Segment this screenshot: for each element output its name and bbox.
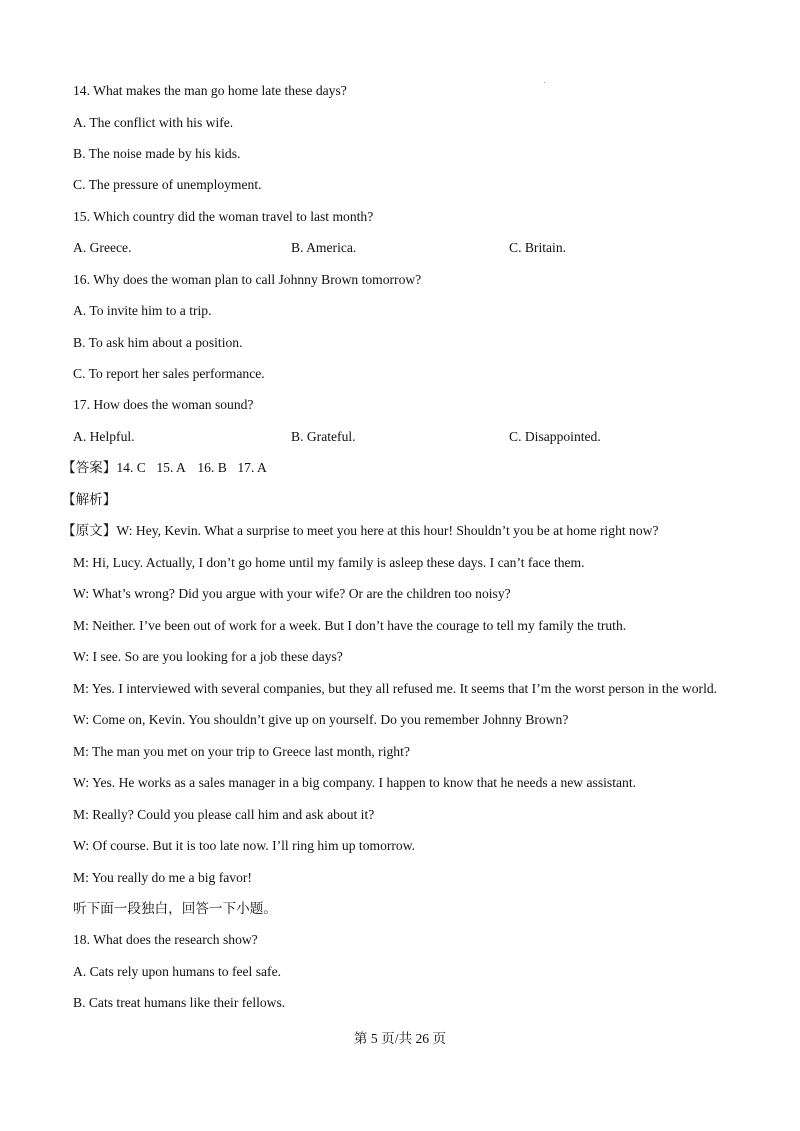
q17-option-b: B. Grateful. [291,429,356,444]
answer-label: 【答案】 [62,460,117,475]
q16-option-b: B. To ask him about a position. [73,335,243,350]
answer-15: 15. A [156,460,186,475]
answer-14: 14. C [116,460,146,475]
transcript-line: M: The man you met on your trip to Greece last month, right? [73,744,410,759]
q14-option-c: C. The pressure of unemployment. [73,177,262,192]
answer-17: 17. A [237,460,267,475]
answer-16: 16. B [197,460,227,475]
q17-option-a: A. Helpful. [73,429,135,444]
q17-option-c: C. Disappointed. [509,429,601,444]
question-15-stem: 15. Which country did the woman travel to last month? [73,209,374,224]
question-18-stem: 18. What does the research show? [73,932,258,947]
scan-speck [544,82,545,83]
transcript-line: W: I see. So are you looking for a job these days? [73,649,343,664]
q18-option-b: B. Cats treat humans like their fellows. [73,995,286,1010]
transcript-line: M: Neither. I’ve been out of work for a week. But I don’t have the courage to tell my family the truth. [73,618,627,633]
transcript-line: W: Yes. He works as a sales manager in a big company. I happen to know that he needs a new assistant. [73,775,636,790]
transcript-line: M: Hi, Lucy. Actually, I don’t go home until my family is asleep these days. I can’t face them. [73,555,585,570]
answer-key [62,459,267,477]
transcript-line: M: You really do me a big favor! [73,870,252,885]
q14-option-a: A. The conflict with his wife. [73,115,234,130]
question-16-stem: 16. Why does the woman plan to call Johnny Brown tomorrow? [73,272,422,287]
transcript-line: W: Of course. But it is too late now. I’ll ring him up tomorrow. [73,838,416,853]
analysis-label: 【解析】 [62,492,117,507]
transcript-line: M: Really? Could you please call him and ask about it? [73,807,375,822]
question-17-stem: 17. How does the woman sound? [73,397,254,412]
transcript-line: W: What’s wrong? Did you argue with your wife? Or are the children too noisy? [73,586,511,601]
transcript-line: W: Come on, Kevin. You shouldn’t give up on yourself. Do you remember Johnny Brown? [73,712,569,727]
q15-option-a: A. Greece. [73,240,132,255]
page-footer: 第 5 页/共 26 页 [353,1031,447,1046]
q18-option-a: A. Cats rely upon humans to feel safe. [73,964,282,979]
q15-option-c: C. Britain. [509,240,567,255]
transcript-line: 【原文】W: Hey, Kevin. What a surprise to meet you here at this hour! Shouldn’t you be at home right now? [62,523,659,538]
q15-option-b: B. America. [291,240,357,255]
q14-option-b: B. The noise made by his kids. [73,146,241,161]
question-14-stem: 14. What makes the man go home late these days? [73,83,347,98]
section-instruction: 听下面一段独白，回答一下小题。 [73,901,277,916]
q16-option-a: A. To invite him to a trip. [73,303,212,318]
q16-option-c: C. To report her sales performance. [73,366,265,381]
transcript-line: M: Yes. I interviewed with several companies, but they all refused me. It seems that I’m the worst person in the world. [73,681,718,696]
